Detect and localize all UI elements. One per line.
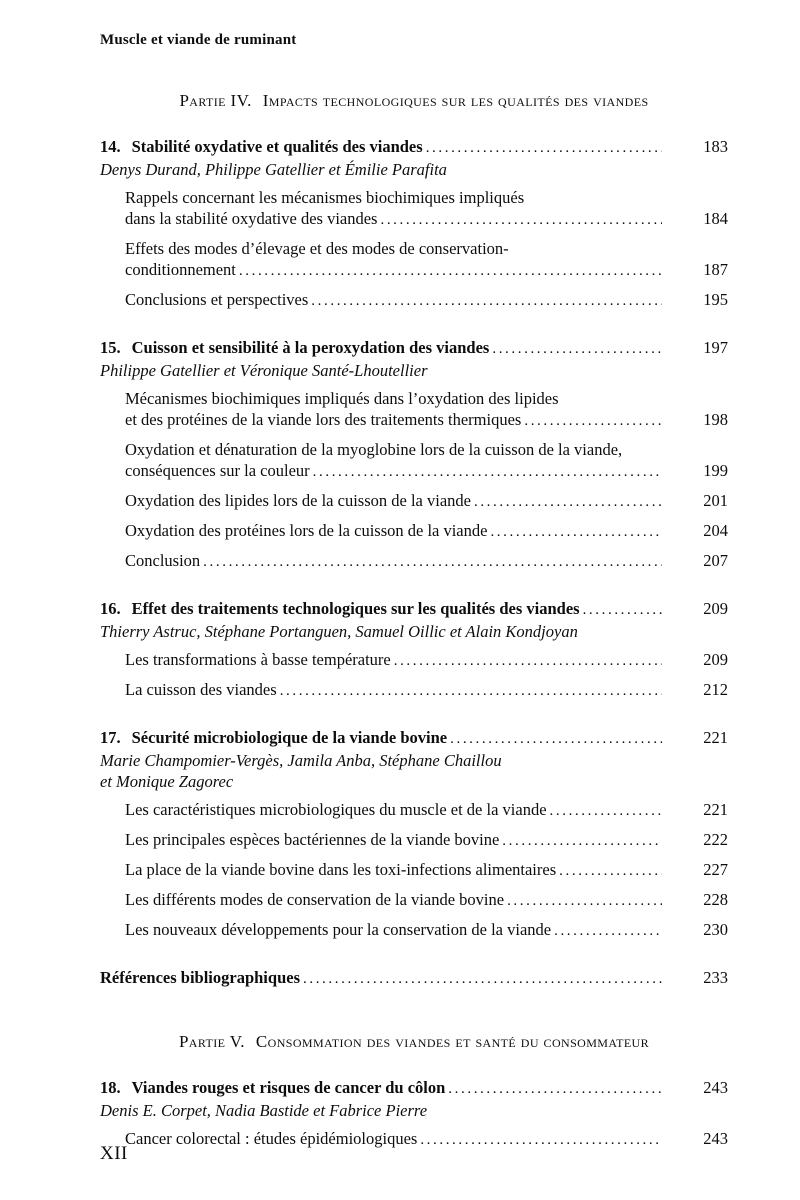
section-line: Effets des modes d’élevage et des modes de conservation- [125,239,509,258]
section-entry [125,799,728,822]
dot-leader [492,337,662,360]
author-line: Philippe Gatellier et Véronique Santé-Lhoutellier [100,361,428,380]
section-entry [125,829,728,852]
dot-leader [583,598,662,621]
section-entry [125,1128,728,1151]
section-line: Les transformations à basse température [125,650,391,669]
part-label: Partie V. [178,1032,245,1051]
section-entry [125,238,728,282]
dot-leader [507,889,662,912]
page-number: 221 [703,728,728,747]
running-header: Muscle et viande de ruminant [100,32,297,48]
page-number: 222 [703,830,728,849]
author-line: et Monique Zagorec [100,772,234,791]
author-line: Denys Durand, Philippe Gatellier et Émilie Parafita [100,160,447,179]
section-line: Oxydation des lipides lors de la cuisson de la viande [125,491,471,510]
dot-leader [448,1077,662,1100]
section-line: Conclusions et perspectives [125,290,309,309]
section-line: Rappels concernant les mécanismes biochimiques impliqués [125,188,525,207]
section-line: conséquences sur la couleur [125,461,310,480]
dot-leader [502,829,662,852]
page-number: 199 [703,461,728,480]
page-number: 204 [703,521,728,540]
dot-leader [420,1128,662,1151]
section-line: et des protéines de la viande lors des traitements thermiques [125,410,522,429]
section-line: Les caractéristiques microbiologiques du muscle et de la viande [125,800,547,819]
dot-leader [474,490,662,513]
folio-page-number: XII [100,1143,128,1164]
author-line: Thierry Astruc, Stéphane Portanguen, Samuel Oillic et Alain Kondjoyan [100,622,578,641]
chapter-title-row [100,136,728,159]
references-title: Références bibliographiques [100,968,300,987]
chapter-title: Cuisson et sensibilité à la peroxydation des viandes [131,338,490,357]
section-line: Les principales espèces bactériennes de la viande bovine [125,830,500,849]
page-number: 233 [703,968,728,987]
chapter-14 [100,136,728,312]
references-entry [100,967,728,990]
part-heading-4 [100,90,728,111]
dot-leader [550,799,662,822]
section-entry [125,649,728,672]
part-label: Partie IV. [179,91,252,110]
chapter-number: 15. [100,338,121,357]
section-line: dans la stabilité oxydative des viandes [125,209,378,228]
chapter-title: Stabilité oxydative et qualités des viandes [131,137,423,156]
part-title: Consommation des viandes et santé du consommateur [255,1032,650,1051]
page-number: 230 [703,920,728,939]
section-line: Mécanismes biochimiques impliqués dans l’oxydation des lipides [125,389,559,408]
part-title: Impacts technologiques sur les qualités des viandes [262,91,649,110]
dot-leader [239,259,662,282]
chapter-title-row [100,337,728,360]
section-line: La cuisson des viandes [125,680,277,699]
dot-leader [280,679,662,702]
page-number: 221 [703,800,728,819]
section-line: Oxydation des protéines lors de la cuisson de la viande [125,521,488,540]
page-number: 243 [703,1129,728,1148]
chapter-title-row [100,598,728,621]
section-entry [125,439,728,483]
chapter-title: Sécurité microbiologique de la viande bovine [131,728,448,747]
section-line: Oxydation et dénaturation de la myoglobine lors de la cuisson de la viande, [125,440,623,459]
dot-leader [426,136,662,159]
dot-leader [554,919,662,942]
section-line: Conclusion [125,551,201,570]
page-number: 195 [703,290,728,309]
dot-leader [524,409,662,432]
page-number: 197 [703,338,728,357]
chapter-title: Effet des traitements technologiques sur les qualités des viandes [131,599,580,618]
page-number: 183 [703,137,728,156]
section-line: conditionnement [125,260,236,279]
page-number: 209 [703,650,728,669]
dot-leader [311,289,662,312]
section-entry [125,859,728,882]
section-entry [125,550,728,573]
dot-leader [450,727,662,750]
dot-leader [313,460,662,483]
page-number: 209 [703,599,728,618]
chapter-number: 14. [100,137,121,156]
chapter-18 [100,1077,728,1151]
dot-leader [394,649,662,672]
author-line: Denis E. Corpet, Nadia Bastide et Fabrice Pierre [100,1101,428,1120]
chapter-17 [100,727,728,942]
section-line: Les nouveaux développements pour la conservation de la viande [125,920,552,939]
section-entry [125,187,728,231]
page-number: 187 [703,260,728,279]
page-number: 207 [703,551,728,570]
chapter-title-row [100,1077,728,1100]
page-number: 184 [703,209,728,228]
section-entry [125,679,728,702]
chapter-title-row [100,727,728,750]
dot-leader [559,859,662,882]
section-entry [125,490,728,513]
section-entry [125,289,728,312]
page-number: 212 [703,680,728,699]
chapter-15 [100,337,728,573]
section-line: La place de la viande bovine dans les toxi-infections alimentaires [125,860,557,879]
page-number: 227 [703,860,728,879]
chapter-title: Viandes rouges et risques de cancer du côlon [131,1078,446,1097]
chapter-number: 17. [100,728,121,747]
page-number: 198 [703,410,728,429]
section-entry [125,889,728,912]
chapter-number: 18. [100,1078,121,1097]
dot-leader [203,550,662,573]
section-entry [125,919,728,942]
page-number: 201 [703,491,728,510]
dot-leader [490,520,662,543]
page-number: 228 [703,890,728,909]
author-line: Marie Champomier-Vergès, Jamila Anba, Stéphane Chaillou [100,751,502,770]
chapter-16 [100,598,728,702]
section-entry [125,520,728,543]
dot-leader [303,967,662,990]
dot-leader [380,208,662,231]
section-entry [125,388,728,432]
part-heading-5 [100,1031,728,1052]
page-number: 243 [703,1078,728,1097]
chapter-number: 16. [100,599,121,618]
section-line: Les différents modes de conservation de la viande bovine [125,890,505,909]
section-line: Cancer colorectal : études épidémiologiques [125,1129,418,1148]
